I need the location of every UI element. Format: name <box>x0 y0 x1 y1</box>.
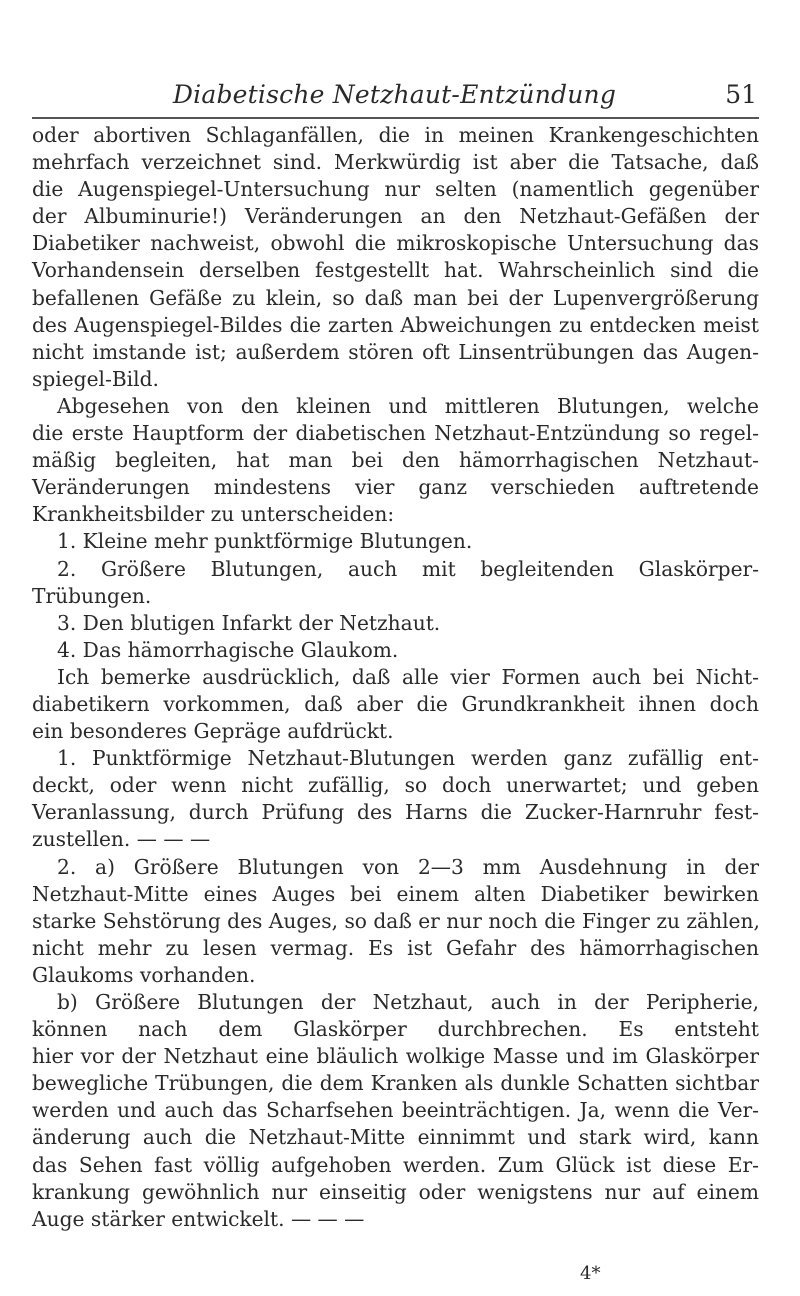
text-line: zustellen. — — — <box>32 827 211 852</box>
text-line: 2. a) Größere Blutungen von 2—3 mm Ausdehnung in der <box>57 854 759 879</box>
body-text <box>32 122 759 1233</box>
text-line: bewegliche Trübungen, die dem Kranken als dunkle Schatten sichtbar <box>32 1071 759 1096</box>
text-line: nicht mehr zu lesen vermag. Es ist Gefahr des hämorrhagischen <box>32 935 759 960</box>
text-line: 3. Den blutigen Infarkt der Netzhaut. <box>57 610 441 635</box>
text-line: Trübungen. <box>32 583 152 608</box>
text-line: spiegel-Bild. <box>32 366 159 391</box>
text-line: 1. Punktförmige Netzhaut-Blutungen werden ganz zufällig ent- <box>57 746 759 771</box>
text-line: krankung gewöhnlich nur einseitig oder wenigstens nur auf einem <box>32 1179 759 1204</box>
text-line: mäßig begleiten, hat man bei den hämorrhagischen Netzhaut- <box>32 448 759 473</box>
text-line: Diabetiker nachweist, obwohl die mikroskopische Untersuchung das <box>32 231 759 256</box>
text-line: Ich bemerke ausdrücklich, daß alle vier Formen auch bei Nicht- <box>57 664 759 689</box>
text-line: der Albuminurie!) Veränderungen an den Netzhaut-Gefäßen der <box>32 204 759 229</box>
text-line: mehrfach verzeichnet sind. Merkwürdig ist aber die Tatsache, daß <box>32 150 759 175</box>
text-line: deckt, oder wenn nicht zufällig, so doch unerwartet; und geben <box>32 773 759 798</box>
text-line: b) Größere Blutungen der Netzhaut, auch in der Peripherie, <box>57 990 759 1014</box>
signature-mark: 4* <box>580 1263 601 1284</box>
text-line: können nach dem Glaskörper durchbrechen. Es entsteht <box>32 1017 759 1042</box>
text-line: ein besonderes Gepräge aufdrückt. <box>32 719 394 744</box>
text-line: 2. Größere Blutungen, auch mit begleitenden Glaskörper- <box>57 556 759 581</box>
text-line: änderung auch die Netzhaut-Mitte einnimmt und stark wird, kann <box>32 1125 759 1150</box>
text-line: die Augenspiegel-Untersuchung nur selten (namentlich gegenüber <box>32 177 759 202</box>
text-line: Krankheitsbilder zu unterscheiden: <box>32 502 395 527</box>
text-line: das Sehen fast völlig aufgehoben werden. Zum Glück ist diese Er- <box>32 1152 759 1177</box>
text-line: oder abortiven Schlaganfällen, die in meinen Krankengeschichten <box>32 123 759 147</box>
text-line: Glaukoms vorhanden. <box>32 962 256 987</box>
text-line: Abgesehen von den kleinen und mittleren Blutungen, welche <box>57 393 759 418</box>
header-rule <box>32 117 759 119</box>
running-head-title: Diabetische Netzhaut-Entzündung <box>172 80 617 109</box>
text-line: Veranlassung, durch Prüfung des Harns die Zucker-Harnruhr fest- <box>32 800 759 825</box>
text-line: diabetikern vorkommen, daß aber die Grundkrankheit ihnen doch <box>32 691 759 716</box>
page-number: 51 <box>725 80 757 109</box>
text-line: hier vor der Netzhaut eine bläulich wolkige Masse und im Glaskörper <box>32 1044 759 1069</box>
text-line: starke Sehstörung des Auges, so daß er nur noch die Finger zu zählen, <box>32 908 760 933</box>
text-line: Vorhandensein derselben festgestellt hat. Wahrscheinlich sind die <box>32 258 759 283</box>
text-line: 4. Das hämorrhagische Glaukom. <box>57 637 399 662</box>
text-line: werden und auch das Scharfsehen beeinträchtigen. Ja, wenn die Ver- <box>32 1098 759 1123</box>
text-line: Veränderungen mindestens vier ganz verschieden auftretende <box>32 475 759 500</box>
text-line: befallenen Gefäße zu klein, so daß man bei der Lupenvergrößerung <box>32 285 759 310</box>
text-line: nicht imstande ist; außerdem stören oft Linsentrübungen das Augen- <box>32 339 759 364</box>
text-line: die erste Hauptform der diabetischen Netzhaut-Entzündung so regel- <box>32 421 759 446</box>
text-line: des Augenspiegel-Bildes die zarten Abweichungen zu entdecken meist <box>32 312 759 337</box>
text-line: 1. Kleine mehr punktförmige Blutungen. <box>57 529 473 554</box>
text-line: Netzhaut-Mitte eines Auges bei einem alten Diabetiker bewirken <box>32 881 759 906</box>
text-line: Auge stärker entwickelt. — — — <box>32 1206 365 1231</box>
running-head <box>32 80 757 110</box>
